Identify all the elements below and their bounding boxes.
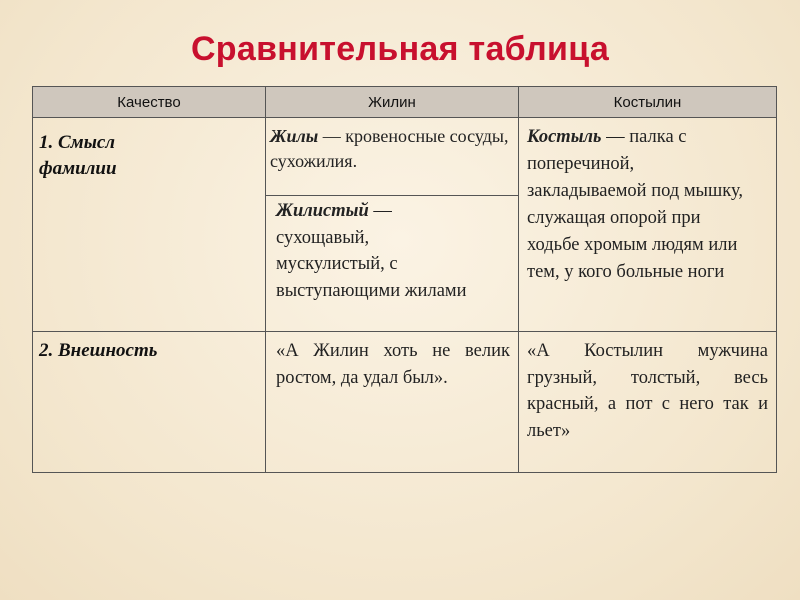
slide-title: Сравнительная таблица [190, 30, 610, 68]
row1-quality-cell [33, 118, 266, 332]
kostylin-meaning [527, 124, 757, 286]
zhilin-term-1: Жилы [270, 126, 319, 146]
header-kostylin-label: Костылин [613, 93, 682, 111]
row1-kostylin-cell [519, 118, 777, 332]
header-zhilin [266, 87, 519, 118]
row1-zhilin-cell-2 [266, 196, 519, 332]
zhilin-term-2: Жилистый [276, 201, 369, 221]
row2-kostylin-cell [519, 332, 777, 473]
row2-quality-cell [33, 332, 266, 473]
zhilin-text-1: — кровеносные сосуды, сухожилия. [270, 126, 509, 171]
header-quality [33, 87, 266, 118]
row1-zhilin-cell-1 [266, 118, 519, 196]
kostylin-text: — палка с поперечиной, закладываемой под мышку, служащая опорой при ходьбе хромым людям или тем, у кого больные ноги [527, 127, 743, 282]
zhilin-text-2: — сухощавый, мускулистый, с выступающими жилами [276, 201, 467, 301]
header-quality-label: Качество [117, 93, 181, 111]
row2-quality: 2. Внешность [39, 340, 158, 361]
comparison-table [32, 86, 777, 473]
zhilin-meaning-2 [276, 198, 476, 304]
header-kostylin [519, 87, 777, 118]
kostylin-appearance: «А Костылин мужчина грузный, толстый, весь красный, а пот с него так и льет» [527, 341, 768, 441]
zhilin-appearance: «А Жилин хоть не велик ростом, да удал был». [276, 341, 510, 388]
header-zhilin-label: Жилин [368, 93, 416, 111]
kostylin-term: Костыль [527, 127, 602, 147]
zhilin-meaning-1 [270, 124, 512, 174]
row2-zhilin-cell [266, 332, 519, 473]
row1-quality: 1. Смысл фамилии [39, 132, 117, 179]
